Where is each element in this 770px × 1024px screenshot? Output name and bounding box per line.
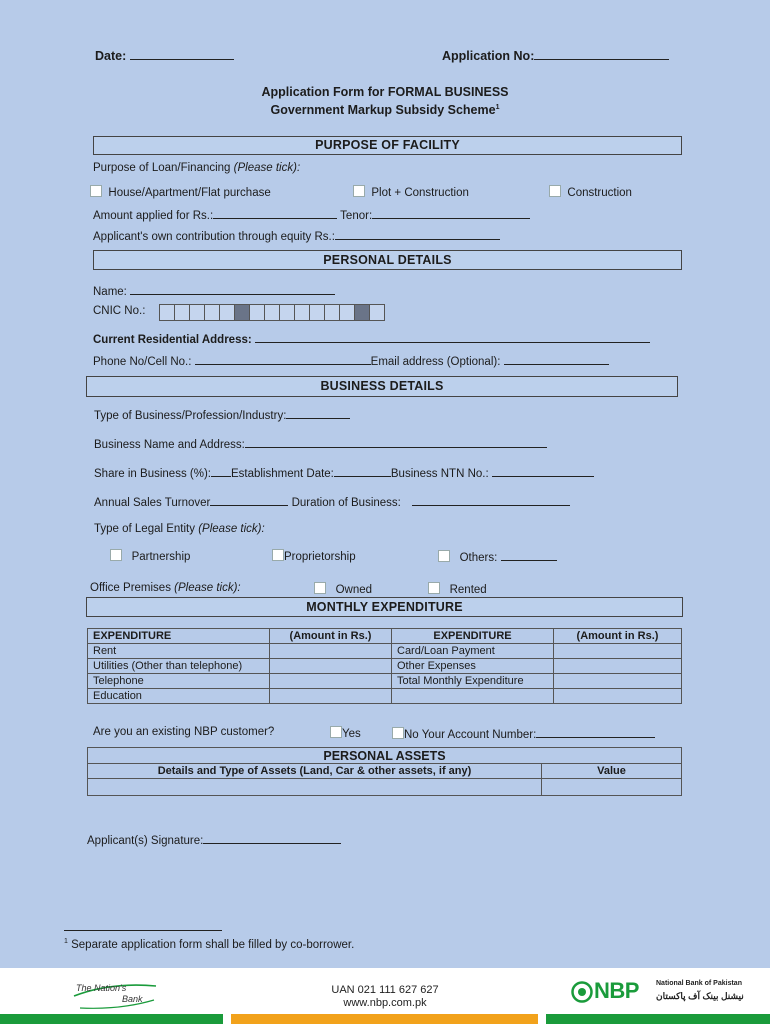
customer-yes-option[interactable]	[330, 726, 361, 740]
turnover-label: Annual Sales Turnover	[94, 497, 211, 509]
legal-entity-row	[94, 523, 265, 535]
premises-label: Office Premises	[90, 582, 171, 594]
table-cell: Telephone	[88, 674, 270, 689]
owned-checkbox[interactable]	[314, 582, 326, 594]
business-type-label: Type of Business/Profession/Industry:	[94, 410, 287, 422]
bank-name-urdu: نیشنل بینک آف پاکستان	[656, 991, 744, 1001]
cnic-label: CNIC No.:	[93, 305, 146, 317]
amount-label: Amount applied for Rs.:	[93, 210, 214, 222]
tagline-line-2: Bank	[122, 994, 143, 1004]
tenor-label: Tenor:	[340, 210, 373, 222]
name-label: Name:	[93, 286, 127, 298]
address-row	[93, 331, 650, 346]
duration-label: Duration of Business:	[291, 497, 401, 509]
email-label: Email address (Optional):	[370, 356, 501, 368]
business-type-input-line[interactable]	[286, 407, 350, 419]
signature-row	[87, 832, 341, 847]
legal-entity-tick-hint: (Please tick):	[198, 523, 265, 535]
legal-entity-label: Type of Legal Entity	[94, 523, 196, 535]
table-row	[88, 689, 682, 704]
amount-cell[interactable]	[270, 659, 392, 674]
amount-cell[interactable]	[270, 689, 392, 704]
no-checkbox[interactable]	[392, 727, 404, 739]
table-row	[88, 644, 682, 659]
table-cell: Rent	[88, 644, 270, 659]
address-input-line[interactable]	[255, 331, 650, 343]
house-option-label: House/Apartment/Flat purchase	[108, 187, 271, 199]
uan-number: UAN 021 111 627 627	[331, 984, 439, 996]
section-personal-details: PERSONAL DETAILS	[93, 250, 682, 270]
nations-bank-tagline	[70, 980, 158, 1010]
rented-checkbox[interactable]	[428, 582, 440, 594]
amount-cell[interactable]	[554, 659, 682, 674]
nbp-emblem-icon	[571, 981, 593, 1003]
application-no-field	[442, 48, 669, 63]
application-no-label: Application No:	[442, 49, 535, 63]
equity-row	[93, 228, 500, 243]
plot-option-label: Plot + Construction	[371, 187, 469, 199]
tenor-input-line[interactable]	[372, 207, 530, 219]
no-account-label: No Your Account Number:	[404, 729, 537, 741]
purpose-option-construction[interactable]	[549, 185, 632, 199]
rented-label: Rented	[449, 584, 487, 596]
purpose-tick-hint: (Please tick):	[233, 162, 301, 174]
email-input-line[interactable]	[504, 353, 609, 365]
purpose-option-plot[interactable]	[353, 185, 469, 199]
ntn-input-line[interactable]	[492, 465, 594, 477]
assets-header-row	[88, 764, 682, 779]
proprietorship-label: Proprietorship	[284, 551, 356, 563]
signature-label: Applicant(s) Signature:	[87, 835, 204, 847]
ntn-label: Business NTN No.:	[390, 468, 489, 480]
equity-label: Applicant's own contribution through equity Rs.:	[93, 231, 335, 243]
yes-checkbox[interactable]	[330, 726, 342, 738]
proprietorship-checkbox[interactable]	[272, 549, 284, 561]
cnic-boxes[interactable]	[159, 304, 385, 321]
construction-option-label: Construction	[567, 187, 632, 199]
legal-option-proprietorship[interactable]	[272, 549, 356, 563]
owned-label: Owned	[335, 584, 373, 596]
turnover-input-line[interactable]	[210, 494, 288, 506]
amount-input-line[interactable]	[213, 207, 337, 219]
purpose-label: Purpose of Loan/Financing	[93, 162, 231, 174]
phone-input-line[interactable]	[195, 353, 371, 365]
business-name-row	[94, 436, 547, 451]
amount-cell[interactable]	[270, 644, 392, 659]
equity-input-line[interactable]	[335, 228, 500, 240]
tagline-line-1: The Nation's	[76, 983, 127, 993]
date-input-line[interactable]	[130, 48, 234, 60]
date-field	[95, 48, 234, 63]
duration-input-line[interactable]	[412, 494, 570, 506]
expenditure-table	[87, 628, 682, 704]
customer-no-option[interactable]	[392, 726, 655, 741]
yes-label: Yes	[342, 728, 361, 740]
premises-option-owned[interactable]	[314, 582, 372, 596]
others-label: Others:	[459, 552, 498, 564]
col-header-asset-value: Value	[542, 764, 682, 779]
table-header-row	[88, 629, 682, 644]
premises-option-rented[interactable]	[428, 582, 487, 596]
legal-option-partnership[interactable]	[110, 549, 190, 563]
plot-construction-checkbox[interactable]	[353, 185, 365, 197]
section-monthly-expenditure: MONTHLY EXPENDITURE	[86, 597, 683, 617]
asset-value-cell[interactable]	[542, 779, 682, 796]
footnote-mark: 1	[64, 938, 68, 945]
establishment-label: Establishment Date:	[230, 468, 334, 480]
table-row	[88, 674, 682, 689]
footer-bar-green-left	[0, 1014, 223, 1024]
application-no-input-line[interactable]	[534, 48, 669, 60]
footer-bar-green-right	[546, 1014, 770, 1024]
signature-input-line[interactable]	[203, 832, 341, 844]
partnership-label: Partnership	[131, 551, 191, 563]
table-cell: Card/Loan Payment	[392, 644, 554, 659]
footnote-divider	[64, 930, 222, 931]
phone-label: Phone No/Cell No.:	[93, 356, 192, 368]
table-cell: Other Expenses	[392, 659, 554, 674]
business-name-input-line[interactable]	[245, 436, 547, 448]
construction-checkbox[interactable]	[549, 185, 561, 197]
footnote-text: Separate application form shall be filled by co-borrower.	[71, 938, 355, 951]
col-header-asset-details: Details and Type of Assets (Land, Car & other assets, if any)	[88, 764, 542, 779]
website-link[interactable]: www.nbp.com.pk	[343, 997, 427, 1009]
premises-tick-hint: (Please tick):	[174, 582, 241, 594]
establishment-input-line[interactable]	[334, 465, 391, 477]
footer-bar-orange	[231, 1014, 538, 1024]
date-label: Date:	[95, 49, 127, 63]
section-personal-assets: PERSONAL ASSETS	[88, 748, 682, 764]
business-name-label: Business Name and Address:	[94, 439, 245, 451]
nbp-logo-text: NBP	[594, 978, 639, 1003]
share-est-ntn-row	[94, 465, 594, 480]
address-label: Current Residential Address:	[93, 334, 252, 346]
table-cell: Total Monthly Expenditure	[392, 674, 554, 689]
amount-cell[interactable]	[554, 674, 682, 689]
name-input-line[interactable]	[130, 283, 335, 295]
purpose-label-row	[93, 162, 300, 174]
turnover-duration-row	[94, 494, 570, 509]
assets-table	[87, 747, 682, 796]
table-cell: Utilities (Other than telephone)	[88, 659, 270, 674]
business-type-row	[94, 407, 350, 422]
section-purpose-of-facility: PURPOSE OF FACILITY	[93, 136, 682, 155]
subtitle-footnote-mark: 1	[495, 103, 500, 111]
section-business-details: BUSINESS DETAILS	[86, 376, 678, 397]
asset-details-cell[interactable]	[88, 779, 542, 796]
amount-cell[interactable]	[554, 689, 682, 704]
share-input-line[interactable]	[211, 465, 231, 477]
table-cell: Education	[88, 689, 270, 704]
amount-cell[interactable]	[554, 644, 682, 659]
name-row	[93, 283, 335, 298]
premises-row	[90, 582, 241, 594]
amount-tenor-row	[93, 207, 530, 222]
legal-option-others[interactable]	[438, 549, 557, 564]
partnership-checkbox[interactable]	[110, 549, 122, 561]
table-row	[88, 779, 682, 796]
amount-cell[interactable]	[270, 674, 392, 689]
footnote	[64, 938, 354, 951]
share-label: Share in Business (%):	[94, 468, 211, 480]
col-header-amount: (Amount in Rs.)	[270, 629, 392, 644]
customer-question: Are you an existing NBP customer?	[93, 726, 275, 738]
form-subtitle	[0, 103, 770, 117]
account-number-input-line[interactable]	[536, 726, 655, 738]
col-header-expenditure: EXPENDITURE	[88, 629, 270, 644]
others-input-line[interactable]	[501, 549, 557, 561]
house-checkbox[interactable]	[90, 185, 102, 197]
table-cell[interactable]	[392, 689, 554, 704]
others-checkbox[interactable]	[438, 550, 450, 562]
col-header-amount-2: (Amount in Rs.)	[554, 629, 682, 644]
subtitle-text: Government Markup Subsidy Scheme	[270, 103, 496, 117]
bank-name-english: National Bank of Pakistan	[656, 980, 742, 987]
form-title: Application Form for FORMAL BUSINESS	[261, 85, 509, 99]
phone-email-row	[93, 353, 609, 368]
col-header-expenditure-2: EXPENDITURE	[392, 629, 554, 644]
table-row	[88, 659, 682, 674]
assets-heading-row	[88, 748, 682, 764]
purpose-option-house[interactable]	[90, 185, 271, 199]
